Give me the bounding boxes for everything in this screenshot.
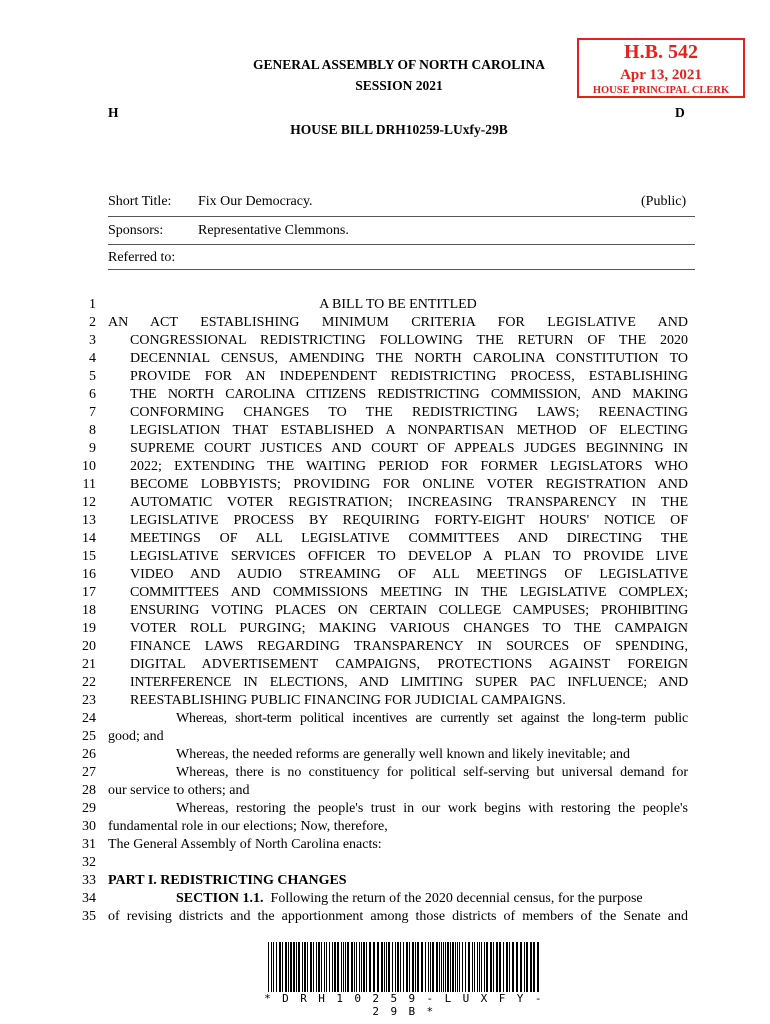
body-line: our service to others; and — [108, 783, 250, 798]
barcode-bar — [484, 942, 485, 992]
barcode-bar — [512, 942, 514, 992]
barcode-bar — [490, 942, 492, 992]
barcode-bar — [343, 942, 344, 992]
body-line: CONFORMING CHANGES TO THE REDISTRICTING LAWS; REENACTING — [130, 405, 688, 420]
line-number: 15 — [82, 549, 96, 564]
sponsors-label: Sponsors: — [108, 223, 164, 238]
section-label: SECTION 1.1. — [176, 891, 264, 906]
barcode-bar — [273, 942, 274, 992]
line-number: 14 — [82, 531, 96, 546]
barcode-bar — [425, 942, 426, 992]
barcode-bar — [329, 942, 330, 992]
barcode-bar — [395, 942, 396, 992]
body-line: DIGITAL ADVERTISEMENT CAMPAIGNS, PROTECTIONS AGAINST FOREIGN — [130, 657, 688, 672]
barcode-bar — [388, 942, 390, 992]
barcode-bar — [356, 942, 357, 992]
body-line: MEETINGS OF ALL LEGISLATIVE COMMITTEES AND DIRECTING THE — [130, 531, 688, 546]
line-number: 22 — [82, 675, 96, 690]
line-number: 27 — [82, 765, 96, 780]
barcode-bar — [326, 942, 327, 992]
body-line: LEGISLATION THAT ESTABLISHED A NONPARTISAN METHOD OF ELECTING — [130, 423, 688, 438]
body-line: SUPREME COURT JUSTICES AND COURT OF APPEALS JUDGES BEGINNING IN — [130, 441, 688, 456]
barcode-bar — [524, 942, 525, 992]
sponsors-value: Representative Clemmons. — [198, 223, 349, 238]
barcode-bar — [462, 942, 463, 992]
line-number: 2 — [89, 315, 96, 330]
public-label: (Public) — [641, 194, 687, 209]
barcode-bar — [459, 942, 460, 992]
barcode-bar — [409, 942, 410, 992]
body-line: Whereas, restoring the people's trust in our work begins with restoring the people's — [176, 801, 688, 816]
barcode-bar — [430, 942, 431, 992]
barcode-bar — [354, 942, 355, 992]
barcode-bar — [302, 942, 303, 992]
barcode-bar — [443, 942, 444, 992]
barcode-bar — [533, 942, 535, 992]
barcode-bar — [293, 942, 295, 992]
divider — [108, 216, 695, 217]
body-line: of revising districts and the apportionment among those districts of members of the Senate and — [108, 909, 688, 924]
body-line: Whereas, there is no constituency for political self-serving but universal demand for — [176, 765, 688, 780]
barcode-bar — [415, 942, 416, 992]
barcode-bar — [465, 942, 466, 992]
line-number: 32 — [82, 855, 96, 870]
barcode-bar — [386, 942, 387, 992]
barcode-bar — [439, 942, 440, 992]
barcode-bar — [400, 942, 401, 992]
barcode-bar — [468, 942, 470, 992]
line-number: 35 — [82, 909, 96, 924]
line-number: 17 — [82, 585, 96, 600]
barcode-bar — [516, 942, 518, 992]
body-line: PROVIDE FOR AN INDEPENDENT REDISTRICTING PROCESS, ESTABLISHING — [130, 369, 688, 384]
barcode-bar — [369, 942, 371, 992]
barcode-bar — [324, 942, 325, 992]
barcode-bar — [417, 942, 419, 992]
barcode-bar — [441, 942, 442, 992]
stamp-office: HOUSE PRINCIPAL CLERK — [592, 85, 730, 96]
chamber-letter-right: D — [675, 105, 685, 120]
line-number: 4 — [89, 351, 96, 366]
barcode-bar — [351, 942, 353, 992]
barcode-bar — [406, 942, 408, 992]
barcode-bar — [537, 942, 539, 992]
line-number: 20 — [82, 639, 96, 654]
short-title-value: Fix Our Democracy. — [198, 194, 313, 209]
line-number: 24 — [82, 711, 96, 726]
line-number: 10 — [82, 459, 96, 474]
barcode-bar — [290, 942, 292, 992]
body-line: COMMITTEES AND COMMISSIONS MEETING IN THE LEGISLATIVE COMPLEX; — [130, 585, 688, 600]
barcode-bar — [452, 942, 454, 992]
body-line: FINANCE LAWS REGARDING TRANSPARENCY IN SOURCES OF SPENDING, — [130, 639, 688, 654]
barcode-bar — [359, 942, 360, 992]
barcode-bar — [493, 942, 494, 992]
barcode-bar — [503, 942, 504, 992]
barcode-bar — [384, 942, 385, 992]
barcode-bar — [282, 942, 283, 992]
body-line: ENSURING VOTING PLACES ON CERTAIN COLLEGE CAMPUSES; PROHIBITING — [130, 603, 688, 618]
barcode-bar — [307, 942, 308, 992]
barcode-bar — [499, 942, 501, 992]
line-number: 12 — [82, 495, 96, 510]
body-line: BECOME LOBBYISTS; PROVIDING FOR ONLINE VOTER REGISTRATION AND — [130, 477, 688, 492]
barcode-bar — [520, 942, 522, 992]
line-number: 11 — [82, 477, 96, 492]
line-number: 1 — [89, 297, 96, 312]
body-line: LEGISLATIVE SERVICES OFFICER TO DEVELOP A PLAN TO PROVIDE LIVE — [130, 549, 688, 564]
line-number: 26 — [82, 747, 96, 762]
divider — [108, 269, 695, 270]
barcode-bar — [279, 942, 281, 992]
stamp-bill-number: H.B. 542 — [624, 41, 698, 63]
body-line: VIDEO AND AUDIO STREAMING OF ALL MEETINGS OF LEGISLATIVE — [130, 567, 688, 582]
line-number: 31 — [82, 837, 96, 852]
barcode-bar — [397, 942, 399, 992]
filing-stamp — [577, 38, 745, 98]
barcode-bar — [457, 942, 458, 992]
barcode-bar — [421, 942, 423, 992]
line-number: 29 — [82, 801, 96, 816]
body-line: DECENNIAL CENSUS, AMENDING THE NORTH CAROLINA CONSTITUTION TO — [130, 351, 688, 366]
barcode-bar — [455, 942, 456, 992]
barcode-bar — [285, 942, 287, 992]
line-number: 25 — [82, 729, 96, 744]
barcode-bar — [381, 942, 383, 992]
barcode-bar — [373, 942, 375, 992]
short-title-label: Short Title: — [108, 194, 172, 209]
barcode-bar — [472, 942, 473, 992]
line-number: 6 — [89, 387, 96, 402]
barcode-text: * D R H 1 0 2 5 9 - L U X F Y - 2 9 B * — [264, 992, 544, 1018]
line-number: 33 — [82, 873, 96, 888]
line-number: 7 — [89, 405, 96, 420]
barcode-bar — [477, 942, 478, 992]
divider — [108, 244, 695, 245]
barcode-bar — [288, 942, 289, 992]
line-number: 8 — [89, 423, 96, 438]
line-number: 34 — [82, 891, 96, 906]
line-number: 13 — [82, 513, 96, 528]
barcode-bar — [486, 942, 488, 992]
barcode-bar — [316, 942, 317, 992]
barcode-bar — [392, 942, 393, 992]
section-text: Following the return of the 2020 decennial census, for the purpose — [270, 891, 643, 906]
barcode-bar — [412, 942, 414, 992]
barcode-bar — [332, 942, 333, 992]
barcode-bar — [445, 942, 446, 992]
body-line: AUTOMATIC VOTER REGISTRATION; INCREASING TRANSPARENCY IN THE — [130, 495, 688, 510]
body-line: fundamental role in our elections; Now, therefore, — [108, 819, 388, 834]
line-number: 5 — [89, 369, 96, 384]
body-line: VOTER ROLL PURGING; MAKING VARIOUS CHANGES TO THE CAMPAIGN — [130, 621, 688, 636]
line-number: 9 — [89, 441, 96, 456]
barcode-bar — [377, 942, 379, 992]
line-number: 28 — [82, 783, 96, 798]
barcode-bar — [366, 942, 367, 992]
line-number: 16 — [82, 567, 96, 582]
barcode-bar — [345, 942, 346, 992]
barcode-bar — [318, 942, 320, 992]
barcode-bar — [428, 942, 429, 992]
barcode-bar — [479, 942, 480, 992]
barcode-bar — [337, 942, 339, 992]
barcode-bar — [474, 942, 475, 992]
line-number: 30 — [82, 819, 96, 834]
barcode-bar — [447, 942, 449, 992]
barcode-bar — [403, 942, 404, 992]
body-line: INTERFERENCE IN ELECTIONS, AND LIMITING SUPER PAC INFLUENCE; AND — [130, 675, 688, 690]
line-number: 3 — [89, 333, 96, 348]
barcode-bar — [268, 942, 269, 992]
barcode-bar — [304, 942, 306, 992]
barcode-bar — [313, 942, 314, 992]
body-line: AN ACT ESTABLISHING MINIMUM CRITERIA FOR LEGISLATIVE AND — [108, 315, 688, 330]
barcode-bar — [341, 942, 342, 992]
barcode-bar — [506, 942, 508, 992]
chamber-letter-left: H — [108, 105, 119, 120]
barcode-bar — [310, 942, 312, 992]
line-number: 19 — [82, 621, 96, 636]
bill-heading: A BILL TO BE ENTITLED — [319, 297, 477, 312]
barcode-bar — [436, 942, 438, 992]
body-line: Whereas, the needed reforms are generally well known and likely inevitable; and — [176, 747, 631, 762]
barcode-bar — [298, 942, 300, 992]
body-line: REESTABLISHING PUBLIC FINANCING FOR JUDICIAL CAMPAIGNS. — [130, 693, 566, 708]
barcode-bar — [334, 942, 336, 992]
barcode-bar — [530, 942, 532, 992]
line-number: 21 — [82, 657, 96, 672]
body-line: CONGRESSIONAL REDISTRICTING FOLLOWING THE RETURN OF THE 2020 — [130, 333, 688, 348]
part-heading: PART I. REDISTRICTING CHANGES — [108, 873, 347, 888]
barcode-bar — [432, 942, 434, 992]
barcode-bar — [450, 942, 451, 992]
body-line: 2022; EXTENDING THE WAITING PERIOD FOR FORMER LEGISLATORS WHO — [130, 459, 688, 474]
body-line: LEGISLATIVE PROCESS BY REQUIRING FORTY-EIGHT HOURS' NOTICE OF — [130, 513, 688, 528]
line-number: 23 — [82, 693, 96, 708]
barcode-bar — [321, 942, 322, 992]
stamp-date: Apr 13, 2021 — [620, 67, 702, 83]
body-line: good; and — [108, 729, 164, 744]
session-title: SESSION 2021 — [355, 78, 443, 93]
assembly-title: GENERAL ASSEMBLY OF NORTH CAROLINA — [252, 57, 546, 72]
barcode-bar — [526, 942, 528, 992]
section-line — [176, 890, 688, 908]
referred-label: Referred to: — [108, 250, 176, 265]
barcode-bar — [509, 942, 510, 992]
barcode-bar — [481, 942, 482, 992]
barcode-bar — [296, 942, 297, 992]
barcode-bar — [361, 942, 362, 992]
barcode-bar — [276, 942, 277, 992]
bill-id: HOUSE BILL DRH10259-LUxfy-29B — [290, 122, 508, 137]
line-number: 18 — [82, 603, 96, 618]
barcode-bar — [496, 942, 498, 992]
document-barcode — [268, 942, 540, 992]
body-line: THE NORTH CAROLINA CITIZENS REDISTRICTING COMMISSION, AND MAKING — [130, 387, 688, 402]
barcode-bar — [347, 942, 349, 992]
body-line: Whereas, short-term political incentives are currently set against the long-term public — [176, 711, 688, 726]
barcode-bar — [363, 942, 365, 992]
barcode-bar — [271, 942, 272, 992]
body-line: The General Assembly of North Carolina enacts: — [108, 837, 382, 852]
